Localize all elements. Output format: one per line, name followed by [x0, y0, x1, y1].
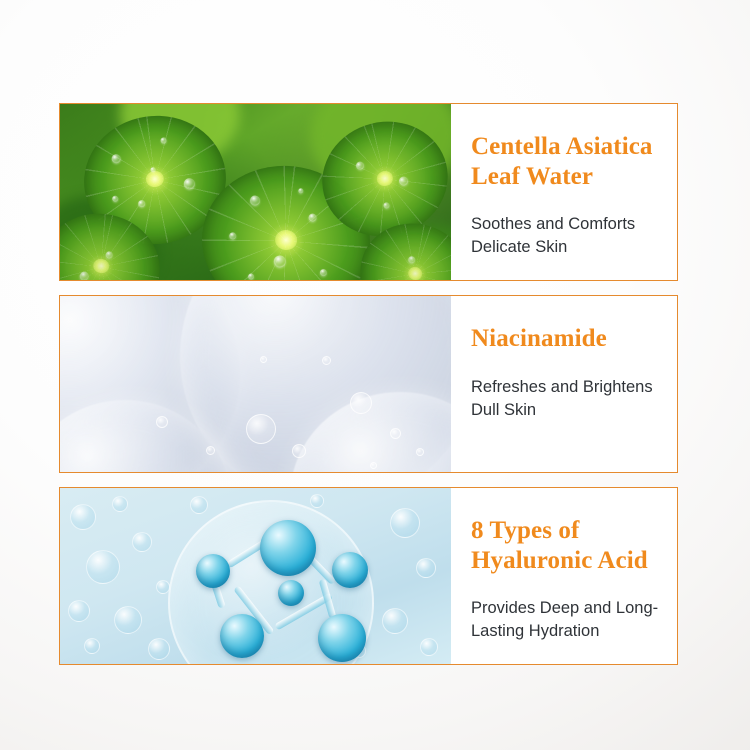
niacinamide-serum-image — [60, 296, 451, 472]
ingredient-card-list — [59, 103, 678, 665]
ingredient-card-centella — [59, 103, 678, 281]
centella-text-block — [451, 104, 677, 280]
hyaluronic-text-block — [451, 488, 677, 664]
ingredient-description: Soothes and Comforts Delicate Skin — [471, 215, 636, 257]
hyaluronic-acid-image — [60, 488, 451, 664]
ingredient-title: 8 Types of Hyaluronic Acid — [471, 517, 648, 574]
ingredient-description: Refreshes and Brightens Dull Skin — [471, 377, 653, 419]
leaf-photo-scene — [60, 104, 451, 280]
molecule-bubble-scene — [60, 488, 451, 664]
ingredient-description: Provides Deep and Long-Lasting Hydration — [471, 599, 659, 641]
serum-bubble-scene — [60, 296, 451, 472]
ingredient-title: Niacinamide — [471, 325, 607, 352]
niacinamide-text-block — [451, 296, 677, 472]
ingredient-title: Centella Asiatica Leaf Water — [471, 133, 653, 190]
ingredient-card-niacinamide — [59, 295, 678, 473]
ingredient-card-hyaluronic-acid — [59, 487, 678, 665]
centella-leaf-image — [60, 104, 451, 280]
